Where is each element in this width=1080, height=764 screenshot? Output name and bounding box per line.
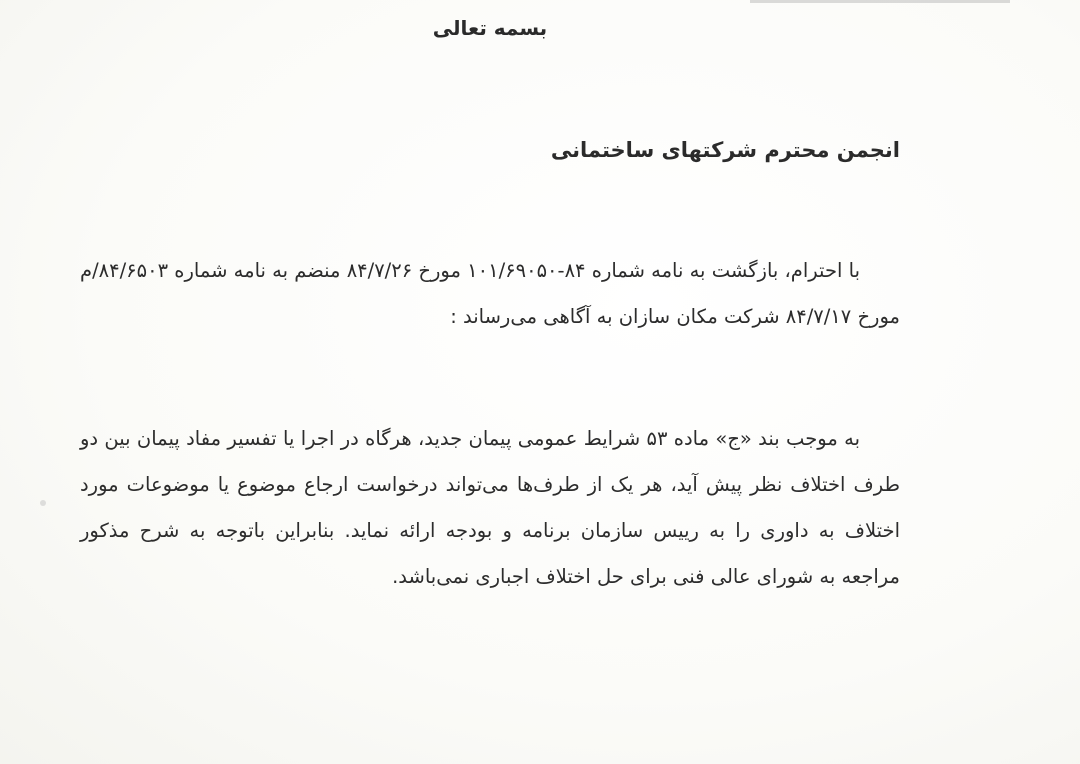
letter-recipient: انجمن محترم شرکتهای ساختمانی xyxy=(550,138,900,162)
letter-paragraph-2 xyxy=(80,416,900,600)
letter-invocation: بسمه تعالی xyxy=(432,16,548,40)
paragraph-2-text: به موجب بند «ج» ماده ۵۳ شرایط عمومی پیمان جدید، هرگاه در اجرا یا تفسیر مفاد پیمان بین دو طرف اختلاف نظر پیش آید، هر یک از طرف‌ها می‌تواند درخواست ارجاع موضوع یا موضوعات مورد اختلاف به داوری را به رییس سازمان برنامه و بودجه ارائه نماید. بنابراین باتوجه به شرح مذکور مراجعه به شورای عالی فنی برای حل اختلاف اجباری نمی‌باشد. xyxy=(80,427,900,588)
scan-edge-artifact xyxy=(750,0,1010,3)
paragraph-1-text: با احترام، بازگشت به نامه شماره ۸۴-۱۰۱/۶۹۰۵۰ مورخ ۸۴/۷/۲۶ منضم به نامه شماره ۸۴/۶۵۰۳/م مورخ ۸۴/۷/۱۷ شرکت مکان سازان به آگاهی می‌رساند : xyxy=(80,259,900,328)
scan-speck-artifact xyxy=(40,500,46,506)
letter-paragraph-1 xyxy=(80,248,900,340)
